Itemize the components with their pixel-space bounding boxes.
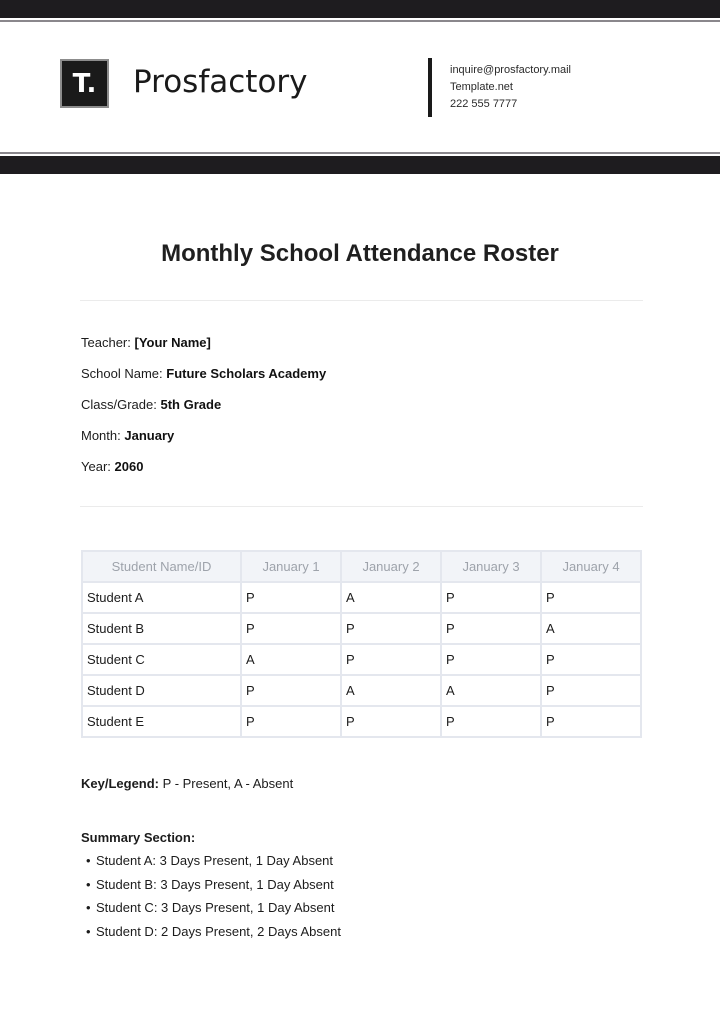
attendance-cell: A	[241, 644, 341, 675]
attendance-cell: P	[241, 582, 341, 613]
divider-middle	[80, 506, 643, 507]
legend-text: P - Present, A - Absent	[162, 776, 294, 791]
attendance-cell: P	[241, 613, 341, 644]
summary-item-text: Student B: 3 Days Present, 1 Day Absent	[96, 876, 334, 892]
attendance-cell: P	[241, 675, 341, 706]
list-item: • Student D: 2 Days Present, 2 Days Absent	[86, 924, 341, 940]
contact-block	[450, 62, 571, 113]
teacher-label: Teacher:	[81, 335, 131, 350]
header-divider	[428, 58, 432, 117]
summary-list	[86, 853, 341, 948]
month-value: January	[124, 428, 175, 443]
legend-label: Key/Legend:	[81, 776, 160, 791]
list-item: • Student A: 3 Days Present, 1 Day Absent	[86, 853, 334, 868]
document-title: Monthly School Attendance Roster	[161, 240, 559, 267]
company-logo	[60, 59, 109, 108]
school-row	[81, 366, 326, 397]
attendance-cell: P	[341, 706, 441, 737]
attendance-cell: P	[441, 644, 541, 675]
list-item: • Student C: 3 Days Present, 1 Day Absent	[86, 900, 335, 916]
column-header: January 3	[441, 551, 541, 582]
attendance-cell: P	[441, 613, 541, 644]
table-row	[82, 613, 641, 644]
attendance-table	[81, 550, 642, 738]
header-top-bar	[0, 0, 720, 18]
teacher-row	[81, 335, 326, 366]
header-bottom-rule	[0, 152, 720, 154]
table-row	[82, 675, 641, 706]
class-value: 5th Grade	[160, 397, 222, 412]
summary-item-text: Student C: 3 Days Present, 1 Day Absent	[96, 900, 335, 916]
table-header-row	[82, 551, 641, 582]
attendance-cell: P	[541, 582, 641, 613]
attendance-cell: A	[541, 613, 641, 644]
attendance-cell: P	[341, 613, 441, 644]
table-row	[82, 706, 641, 737]
divider-top	[80, 300, 643, 301]
attendance-cell: P	[541, 706, 641, 737]
student-name-cell: Student B	[82, 613, 241, 644]
month-row	[81, 428, 326, 459]
column-header: January 1	[241, 551, 341, 582]
school-label: School Name:	[81, 366, 163, 381]
teacher-value: [Your Name]	[134, 335, 211, 350]
header-bottom-bar	[0, 156, 720, 174]
attendance-cell: P	[241, 706, 341, 737]
column-header: January 4	[541, 551, 641, 582]
attendance-cell: P	[341, 644, 441, 675]
legend	[81, 776, 293, 791]
contact-phone: 222 555 7777	[450, 98, 518, 110]
year-row	[81, 459, 326, 490]
contact-website: Template.net	[450, 81, 513, 93]
class-row	[81, 397, 326, 428]
school-value: Future Scholars Academy	[166, 366, 327, 381]
student-name-cell: Student D	[82, 675, 241, 706]
class-label: Class/Grade:	[81, 397, 157, 412]
logo-letter: T.	[72, 68, 97, 99]
column-header: Student Name/ID	[82, 551, 241, 582]
column-header: January 2	[341, 551, 441, 582]
year-value: 2060	[114, 459, 144, 474]
company-name: Prosfactory	[133, 64, 308, 100]
list-item: • Student B: 3 Days Present, 1 Day Absent	[86, 876, 334, 892]
attendance-cell: P	[541, 644, 641, 675]
attendance-cell: P	[441, 582, 541, 613]
table-row	[82, 644, 641, 675]
attendance-cell: P	[441, 706, 541, 737]
summary-title: Summary Section:	[81, 830, 196, 845]
summary-item-text: Student D: 2 Days Present, 2 Days Absent	[96, 924, 341, 940]
table-row	[82, 582, 641, 613]
student-name-cell: Student A	[82, 582, 241, 613]
roster-info	[81, 335, 326, 490]
student-name-cell: Student C	[82, 644, 241, 675]
month-label: Month:	[81, 428, 121, 443]
year-label: Year:	[81, 459, 111, 474]
contact-email: inquire@prosfactory.mail	[450, 64, 572, 76]
attendance-cell: A	[441, 675, 541, 706]
student-name-cell: Student E	[82, 706, 241, 737]
attendance-cell: A	[341, 582, 441, 613]
summary-item-text: Student A: 3 Days Present, 1 Day Absent	[96, 853, 334, 868]
attendance-cell: A	[341, 675, 441, 706]
attendance-cell: P	[541, 675, 641, 706]
